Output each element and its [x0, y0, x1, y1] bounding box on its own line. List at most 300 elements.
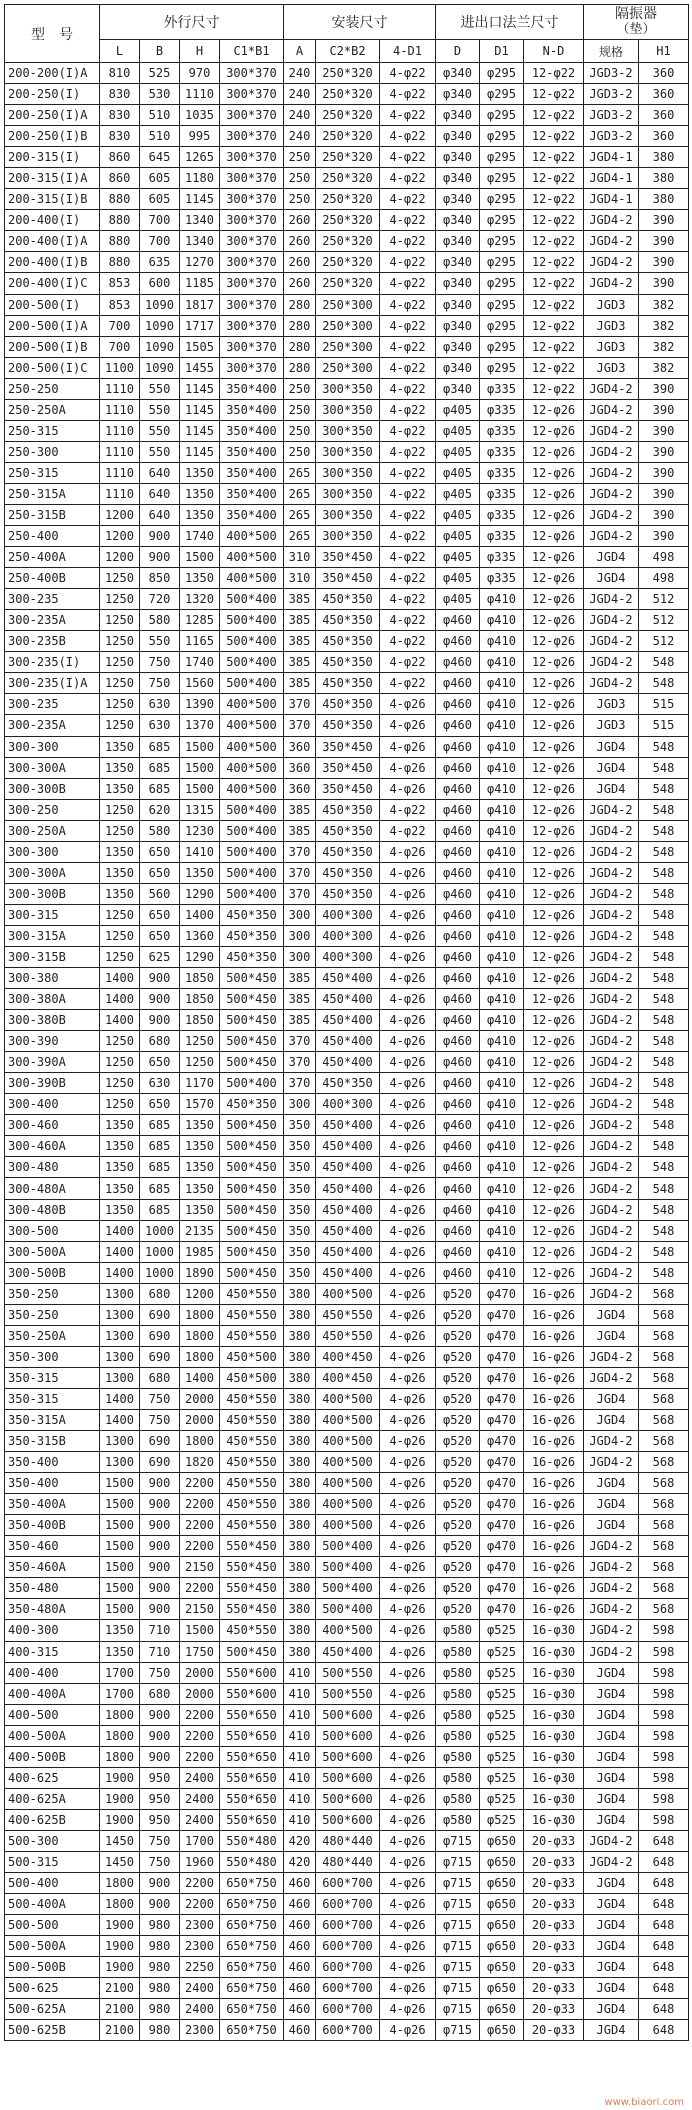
table-cell: φ410 — [480, 841, 524, 862]
table-cell: 4-φ22 — [380, 441, 436, 462]
table-row — [5, 1304, 689, 1325]
table-cell: 12-φ22 — [524, 294, 584, 315]
table-cell: 12-φ26 — [524, 946, 584, 967]
table-cell: 568 — [639, 1325, 689, 1346]
table-cell: 4-φ26 — [380, 1704, 436, 1725]
table-cell: 680 — [140, 1367, 180, 1388]
table-cell: 450*550 — [220, 1410, 284, 1431]
table-cell: 450*350 — [316, 673, 380, 694]
table-cell: 360 — [639, 63, 689, 84]
table-cell: 450*400 — [316, 1178, 380, 1199]
table-cell: φ525 — [480, 1767, 524, 1788]
model-cell: 300-235(I)A — [5, 673, 100, 694]
model-cell: 400-400A — [5, 1683, 100, 1704]
table-cell: JGD3-2 — [584, 126, 639, 147]
model-cell: 500-500A — [5, 1936, 100, 1957]
table-row — [5, 1788, 689, 1809]
table-cell: 548 — [639, 757, 689, 778]
table-row — [5, 504, 689, 525]
table-cell: 568 — [639, 1599, 689, 1620]
table-cell: 500*400 — [220, 883, 284, 904]
table-cell: 4-φ26 — [380, 715, 436, 736]
table-cell: 645 — [140, 147, 180, 168]
table-cell: 1900 — [100, 1809, 140, 1830]
table-row — [5, 1346, 689, 1367]
table-cell: φ410 — [480, 904, 524, 925]
table-cell: 568 — [639, 1367, 689, 1388]
table-cell: 12-φ26 — [524, 799, 584, 820]
table-cell: 860 — [100, 147, 140, 168]
table-cell: 635 — [140, 252, 180, 273]
table-cell: 12-φ26 — [524, 589, 584, 610]
table-cell: 250 — [284, 168, 316, 189]
table-cell: 1285 — [180, 610, 220, 631]
table-cell: 300*370 — [220, 63, 284, 84]
table-cell: 450*550 — [220, 1431, 284, 1452]
table-cell: 650 — [140, 925, 180, 946]
model-cell: 200-250(I)B — [5, 126, 100, 147]
table-cell: 20-φ33 — [524, 1957, 584, 1978]
table-cell: 2135 — [180, 1220, 220, 1241]
table-cell: φ460 — [436, 736, 480, 757]
model-cell: 200-400(I) — [5, 210, 100, 231]
table-cell: 12-φ26 — [524, 441, 584, 462]
table-cell: 1300 — [100, 1346, 140, 1367]
table-cell: 650 — [140, 841, 180, 862]
table-cell: φ580 — [436, 1767, 480, 1788]
model-cell: 400-315 — [5, 1641, 100, 1662]
table-cell: φ410 — [480, 883, 524, 904]
model-cell: 350-460A — [5, 1557, 100, 1578]
table-cell: φ295 — [480, 210, 524, 231]
table-cell: 1740 — [180, 652, 220, 673]
table-cell: 4-φ26 — [380, 1010, 436, 1031]
table-cell: 598 — [639, 1641, 689, 1662]
table-row — [5, 441, 689, 462]
table-cell: 16-φ26 — [524, 1367, 584, 1388]
table-cell: 860 — [100, 168, 140, 189]
table-cell: 450*550 — [316, 1325, 380, 1346]
table-cell: 400*500 — [220, 568, 284, 589]
table-cell: 2200 — [180, 1704, 220, 1725]
model-cell: 250-315B — [5, 504, 100, 525]
table-cell: φ580 — [436, 1704, 480, 1725]
table-cell: 4-φ22 — [380, 357, 436, 378]
table-cell: 1400 — [100, 989, 140, 1010]
model-cell: 500-400A — [5, 1894, 100, 1915]
model-cell: 300-500 — [5, 1220, 100, 1241]
table-body — [5, 63, 689, 2041]
col-header-nd: N-D — [524, 40, 584, 63]
table-cell: 1500 — [100, 1515, 140, 1536]
table-cell: φ340 — [436, 84, 480, 105]
table-cell: JGD4 — [584, 1388, 639, 1409]
table-cell: 12-φ26 — [524, 1262, 584, 1283]
table-cell: 4-φ22 — [380, 462, 436, 483]
table-cell: 1350 — [100, 1199, 140, 1220]
table-cell: 550*600 — [220, 1683, 284, 1704]
table-cell: φ650 — [480, 1915, 524, 1936]
table-row — [5, 1936, 689, 1957]
table-cell: φ520 — [436, 1346, 480, 1367]
table-cell: 500*450 — [220, 1641, 284, 1662]
table-cell: φ525 — [480, 1641, 524, 1662]
table-row — [5, 483, 689, 504]
table-cell: 1900 — [100, 1788, 140, 1809]
table-cell: 648 — [639, 1978, 689, 1999]
table-cell: φ410 — [480, 1031, 524, 1052]
table-cell: JGD4 — [584, 1704, 639, 1725]
table-cell: 4-φ22 — [380, 483, 436, 504]
table-row — [5, 736, 689, 757]
table-cell: JGD4-2 — [584, 883, 639, 904]
table-cell: 12-φ22 — [524, 273, 584, 294]
table-cell: 400*500 — [220, 526, 284, 547]
table-cell: 385 — [284, 652, 316, 673]
table-cell: 600*700 — [316, 1894, 380, 1915]
table-cell: 2200 — [180, 1578, 220, 1599]
table-cell: 450*550 — [220, 1620, 284, 1641]
table-cell: 450*550 — [220, 1494, 284, 1515]
table-cell: 12-φ26 — [524, 989, 584, 1010]
table-cell: 280 — [284, 315, 316, 336]
table-cell: φ715 — [436, 1978, 480, 1999]
table-cell: 598 — [639, 1725, 689, 1746]
table-cell: 1850 — [180, 989, 220, 1010]
table-header — [5, 5, 689, 63]
table-cell: φ580 — [436, 1683, 480, 1704]
table-cell: 450*400 — [316, 1010, 380, 1031]
table-cell: 750 — [140, 652, 180, 673]
model-cell: 500-625A — [5, 1999, 100, 2020]
table-cell: φ410 — [480, 1010, 524, 1031]
table-cell: JGD4-2 — [584, 946, 639, 967]
table-cell: 1145 — [180, 399, 220, 420]
table-cell: 4-φ26 — [380, 1178, 436, 1199]
table-cell: 450*400 — [316, 989, 380, 1010]
table-cell: 16-φ26 — [524, 1536, 584, 1557]
table-cell: JGD4-2 — [584, 1241, 639, 1262]
table-cell: 4-φ26 — [380, 1578, 436, 1599]
table-cell: 380 — [284, 1304, 316, 1325]
table-cell: 900 — [140, 1725, 180, 1746]
table-cell: 648 — [639, 1851, 689, 1872]
table-cell: JGD3 — [584, 336, 639, 357]
table-cell: 4-φ26 — [380, 1746, 436, 1767]
table-cell: 450*350 — [316, 1073, 380, 1094]
table-cell: JGD4-2 — [584, 799, 639, 820]
table-cell: 4-φ22 — [380, 168, 436, 189]
table-cell: 450*350 — [316, 652, 380, 673]
table-cell: 550*480 — [220, 1851, 284, 1872]
model-cell: 300-235A — [5, 610, 100, 631]
table-cell: 1500 — [100, 1473, 140, 1494]
model-cell: 300-380A — [5, 989, 100, 1010]
table-cell: φ520 — [436, 1431, 480, 1452]
table-cell: 16-φ30 — [524, 1662, 584, 1683]
table-cell: 1717 — [180, 315, 220, 336]
table-cell: JGD4-2 — [584, 526, 639, 547]
model-cell: 300-300B — [5, 778, 100, 799]
table-cell: 390 — [639, 273, 689, 294]
table-row — [5, 357, 689, 378]
table-cell: 1800 — [100, 1873, 140, 1894]
table-row — [5, 1010, 689, 1031]
table-cell: φ295 — [480, 189, 524, 210]
table-cell: 390 — [639, 420, 689, 441]
table-cell: 450*350 — [316, 820, 380, 841]
col-header-c1b1: C1*B1 — [220, 40, 284, 63]
table-row — [5, 2020, 689, 2041]
table-cell: 1185 — [180, 273, 220, 294]
table-cell: 400*500 — [316, 1283, 380, 1304]
model-cell: 350-400B — [5, 1515, 100, 1536]
table-cell: 12-φ26 — [524, 862, 584, 883]
table-cell: 548 — [639, 778, 689, 799]
table-cell: JGD3 — [584, 357, 639, 378]
table-cell: 1265 — [180, 147, 220, 168]
table-cell: 400*300 — [316, 1094, 380, 1115]
model-cell: 300-250A — [5, 820, 100, 841]
table-cell: 400*500 — [220, 736, 284, 757]
table-cell: 1500 — [180, 736, 220, 757]
table-cell: 450*550 — [316, 1304, 380, 1325]
table-cell: 450*350 — [220, 946, 284, 967]
table-cell: 550 — [140, 631, 180, 652]
table-cell: 2200 — [180, 1473, 220, 1494]
table-cell: 4-φ22 — [380, 378, 436, 399]
table-cell: 1740 — [180, 526, 220, 547]
table-cell: JGD4-2 — [584, 1136, 639, 1157]
table-cell: 450*550 — [220, 1325, 284, 1346]
model-cell: 300-480A — [5, 1178, 100, 1199]
table-cell: 480*440 — [316, 1830, 380, 1851]
table-cell: 1250 — [100, 1052, 140, 1073]
table-cell: 530 — [140, 84, 180, 105]
table-cell: 380 — [284, 1641, 316, 1662]
table-cell: 980 — [140, 2020, 180, 2041]
table-cell: 450*400 — [316, 1031, 380, 1052]
table-cell: 690 — [140, 1346, 180, 1367]
table-cell: 900 — [140, 1010, 180, 1031]
table-cell: 450*350 — [220, 925, 284, 946]
table-cell: 410 — [284, 1788, 316, 1809]
table-cell: 1340 — [180, 210, 220, 231]
table-cell: 568 — [639, 1452, 689, 1473]
table-cell: 980 — [140, 1915, 180, 1936]
table-cell: 450*400 — [316, 1136, 380, 1157]
table-cell: 4-φ22 — [380, 673, 436, 694]
table-cell: 16-φ30 — [524, 1683, 584, 1704]
table-cell: φ460 — [436, 1010, 480, 1031]
table-cell: 1250 — [100, 610, 140, 631]
table-cell: φ460 — [436, 610, 480, 631]
table-cell: 1315 — [180, 799, 220, 820]
table-cell: 410 — [284, 1809, 316, 1830]
table-cell: 550*450 — [220, 1557, 284, 1578]
table-cell: 300*350 — [316, 462, 380, 483]
table-cell: 1250 — [100, 820, 140, 841]
table-cell: 1100 — [100, 357, 140, 378]
table-cell: 410 — [284, 1704, 316, 1725]
table-cell: 1110 — [100, 420, 140, 441]
table-cell: JGD4-2 — [584, 1536, 639, 1557]
table-cell: 370 — [284, 1031, 316, 1052]
table-cell: 900 — [140, 526, 180, 547]
table-cell: 310 — [284, 547, 316, 568]
table-cell: 4-φ26 — [380, 1494, 436, 1515]
table-cell: 12-φ26 — [524, 504, 584, 525]
model-cell: 500-400 — [5, 1873, 100, 1894]
table-cell: φ295 — [480, 231, 524, 252]
table-row — [5, 1473, 689, 1494]
table-cell: 4-φ26 — [380, 1199, 436, 1220]
table-cell: 450*550 — [220, 1388, 284, 1409]
table-cell: JGD4-2 — [584, 989, 639, 1010]
table-cell: 410 — [284, 1662, 316, 1683]
table-cell: 12-φ26 — [524, 1157, 584, 1178]
table-cell: JGD4-2 — [584, 1157, 639, 1178]
model-cell: 200-315(I)A — [5, 168, 100, 189]
table-cell: 4-φ26 — [380, 904, 436, 925]
model-cell: 350-315 — [5, 1367, 100, 1388]
table-cell: 1750 — [180, 1641, 220, 1662]
table-cell: 525 — [140, 63, 180, 84]
table-cell: 648 — [639, 2020, 689, 2041]
table-cell: 830 — [100, 84, 140, 105]
table-cell: 300*370 — [220, 210, 284, 231]
model-cell: 200-250(I) — [5, 84, 100, 105]
table-cell: 680 — [140, 1283, 180, 1304]
table-cell: φ715 — [436, 1915, 480, 1936]
col-header-d: D — [436, 40, 480, 63]
table-cell: JGD4 — [584, 1410, 639, 1431]
table-cell: 2150 — [180, 1599, 220, 1620]
table-cell: φ410 — [480, 694, 524, 715]
table-cell: 250*320 — [316, 105, 380, 126]
table-cell: 1360 — [180, 925, 220, 946]
table-cell: φ410 — [480, 1199, 524, 1220]
table-cell: 830 — [100, 105, 140, 126]
model-cell: 350-460 — [5, 1536, 100, 1557]
table-cell: 550*650 — [220, 1746, 284, 1767]
table-cell: φ335 — [480, 547, 524, 568]
model-cell: 250-300 — [5, 441, 100, 462]
table-cell: JGD4-2 — [584, 673, 639, 694]
table-cell: 16-φ30 — [524, 1704, 584, 1725]
table-cell: φ340 — [436, 168, 480, 189]
table-cell: 2400 — [180, 1809, 220, 1830]
table-cell: JGD4-2 — [584, 925, 639, 946]
model-cell: 250-400B — [5, 568, 100, 589]
table-cell: φ460 — [436, 968, 480, 989]
table-cell: JGD4 — [584, 1746, 639, 1767]
table-cell: φ410 — [480, 673, 524, 694]
table-cell: 685 — [140, 1136, 180, 1157]
table-cell: 550*450 — [220, 1599, 284, 1620]
table-cell: 685 — [140, 1178, 180, 1199]
table-row — [5, 1725, 689, 1746]
table-cell: 450*350 — [316, 589, 380, 610]
table-cell: 548 — [639, 1136, 689, 1157]
table-cell: 350 — [284, 1136, 316, 1157]
table-row — [5, 336, 689, 357]
table-cell: 500*600 — [316, 1725, 380, 1746]
table-row — [5, 1052, 689, 1073]
table-cell: 4-φ26 — [380, 1031, 436, 1052]
table-row — [5, 378, 689, 399]
table-cell: 1390 — [180, 694, 220, 715]
table-cell: 950 — [140, 1788, 180, 1809]
table-cell: 550 — [140, 441, 180, 462]
table-cell: 2200 — [180, 1515, 220, 1536]
table-cell: φ470 — [480, 1599, 524, 1620]
table-cell: φ340 — [436, 357, 480, 378]
table-cell: φ460 — [436, 841, 480, 862]
table-cell: 900 — [140, 1894, 180, 1915]
table-cell: 648 — [639, 1830, 689, 1851]
table-cell: φ295 — [480, 336, 524, 357]
model-cell: 300-460A — [5, 1136, 100, 1157]
table-cell: 350 — [284, 1241, 316, 1262]
table-cell: φ715 — [436, 1999, 480, 2020]
table-cell: 1350 — [180, 1115, 220, 1136]
table-cell: 370 — [284, 841, 316, 862]
table-cell: 4-φ22 — [380, 652, 436, 673]
table-row — [5, 1557, 689, 1578]
table-cell: 550 — [140, 420, 180, 441]
table-cell: 12-φ26 — [524, 673, 584, 694]
table-cell: φ410 — [480, 1157, 524, 1178]
table-cell: 300*370 — [220, 315, 284, 336]
table-cell: 380 — [284, 1410, 316, 1431]
table-cell: JGD4-2 — [584, 1641, 639, 1662]
model-cell: 350-300 — [5, 1346, 100, 1367]
table-cell: 265 — [284, 526, 316, 547]
model-cell: 300-390A — [5, 1052, 100, 1073]
table-row — [5, 1851, 689, 1872]
table-cell: φ520 — [436, 1410, 480, 1431]
table-row — [5, 946, 689, 967]
table-cell: 1400 — [100, 1010, 140, 1031]
table-cell: 500*450 — [220, 1136, 284, 1157]
table-cell: 450*350 — [316, 799, 380, 820]
table-cell: 650*750 — [220, 1915, 284, 1936]
table-cell: 500*600 — [316, 1704, 380, 1725]
table-cell: 385 — [284, 1010, 316, 1031]
table-row — [5, 715, 689, 736]
table-cell: φ460 — [436, 862, 480, 883]
table-cell: φ470 — [480, 1515, 524, 1536]
table-cell: φ460 — [436, 904, 480, 925]
table-cell: 900 — [140, 968, 180, 989]
table-cell: 260 — [284, 210, 316, 231]
table-cell: 370 — [284, 883, 316, 904]
table-cell: 4-φ22 — [380, 105, 436, 126]
table-cell: 400*500 — [220, 715, 284, 736]
table-cell: 605 — [140, 189, 180, 210]
model-cell: 300-460 — [5, 1115, 100, 1136]
table-cell: 360 — [639, 105, 689, 126]
table-cell: 700 — [140, 210, 180, 231]
table-row — [5, 989, 689, 1010]
table-cell: 648 — [639, 1999, 689, 2020]
header-isolator-sub: （垫） — [616, 22, 656, 37]
table-cell: 460 — [284, 1915, 316, 1936]
table-cell: φ460 — [436, 925, 480, 946]
header-isolator — [584, 5, 689, 40]
table-cell: 20-φ33 — [524, 1851, 584, 1872]
